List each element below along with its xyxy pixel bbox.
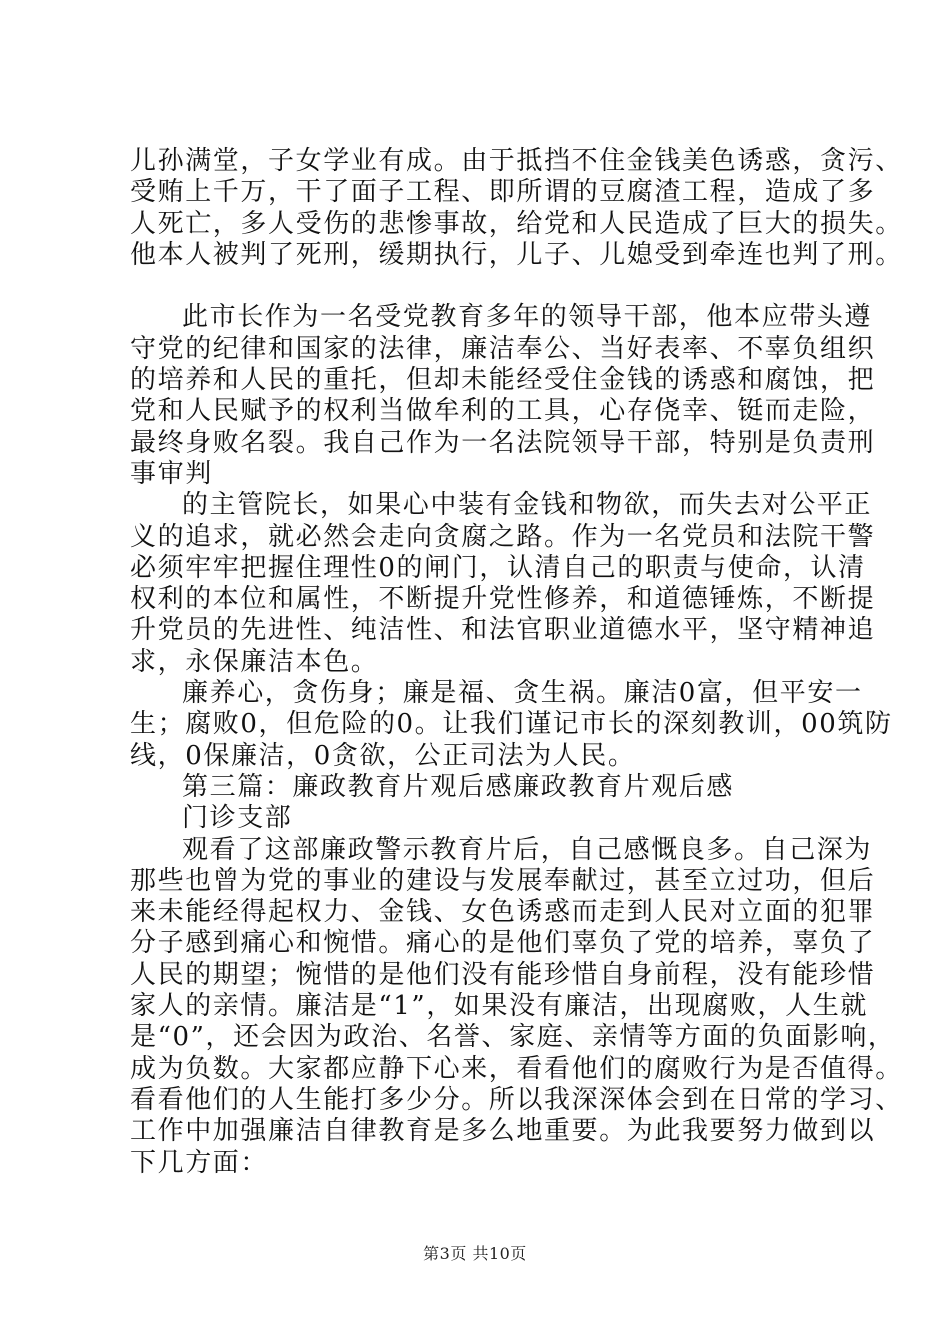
text-line: 受贿上千万，干了面子工程、即所谓的豆腐渣工程，造成了多 <box>130 177 876 208</box>
paragraph-integrity-motto <box>130 678 893 772</box>
document-body <box>130 146 903 1179</box>
text-line: 的主管院长，如果心中装有金钱和物欲，而失去对公平正 <box>182 490 873 521</box>
text-line: 的培养和人民的重托，但却未能经受住金钱的诱惑和腐蚀，把 <box>130 365 876 396</box>
text-line: 是“0”，还会因为政治、名誉、家庭、亲情等方面的负面影响， <box>130 1022 896 1053</box>
text-line: 儿孙满堂，子女学业有成。由于抵挡不住金钱美色诱惑，贪污、 <box>130 146 903 176</box>
text-line: 看看他们的人生能打多少分。所以我深深体会到在日常的学习、 <box>130 1084 903 1115</box>
text-line: 权利的本位和属性，不断提升党性修养，和道德锤炼，不断提 <box>130 584 876 615</box>
paragraph-mayor-reflection <box>130 302 876 490</box>
text-line: 此市长作为一名受党教育多年的领导干部，他本应带头遵 <box>182 302 873 333</box>
text-line: 那些也曾为党的事业的建设与发展奉献过，甚至立过功，但后 <box>130 865 876 896</box>
department-label: 门诊支部 <box>182 803 293 834</box>
text-line: 求，永保廉洁本色。 <box>130 646 379 677</box>
text-line: 来未能经得起权力、金钱、女色诱惑而走到人民对立面的犯罪 <box>130 897 876 928</box>
text-line: 成为负数。大家都应静下心来，看看他们的腐败行为是否值得。 <box>130 1053 903 1084</box>
text-line: 分子感到痛心和惋惜。痛心的是他们辜负了党的培养，辜负了 <box>130 928 876 959</box>
text-line: 工作中加强廉洁自律教育是多么地重要。为此我要努力做到以 <box>130 1116 876 1147</box>
text-line: 事审判 <box>130 458 213 489</box>
section-title: 第三篇：廉政教育片观后感廉政教育片观后感 <box>182 771 735 802</box>
paragraph-viewing-reflection <box>130 834 903 1179</box>
page-number-footer: 第3页 共10页 <box>423 1244 527 1263</box>
text-line: 义的追求，就必然会走向贪腐之路。作为一名党员和法院干警 <box>130 521 876 552</box>
text-line: 下几方面： <box>130 1147 269 1178</box>
text-line: 线，0保廉洁，0贪欲，公正司法为人民。 <box>130 740 636 771</box>
text-line: 他本人被判了死刑，缓期执行，儿子、儿媳受到牵连也判了刑。 <box>130 239 903 270</box>
text-line: 观看了这部廉政警示教育片后，自己感慨良多。自己深为 <box>182 834 873 865</box>
text-line: 必须牢牢把握住理性0的闸门，认清自己的职责与使命，认清 <box>130 552 866 583</box>
text-line: 人死亡，多人受伤的悲惨事故，给党和人民造成了巨大的损失。 <box>130 208 903 239</box>
text-line: 廉养心，贪伤身；廉是福、贪生祸。廉洁0富，但平安一 <box>182 678 863 709</box>
text-line: 人民的期望；惋惜的是他们没有能珍惜自身前程，没有能珍惜 <box>130 959 876 990</box>
text-line: 生；腐败0，但危险的0。让我们谨记市长的深刻教训，00筑防 <box>130 709 893 740</box>
paragraph-gap <box>130 271 850 302</box>
text-line: 党和人民赋予的权利当做牟利的工具，心存侥幸、铤而走险， <box>130 396 876 427</box>
text-line: 守党的纪律和国家的法律，廉洁奉公、当好表率、不辜负组织 <box>130 333 876 364</box>
text-line: 最终身败名裂。我自己作为一名法院领导干部，特别是负责刑 <box>130 427 876 458</box>
paragraph-court-leader <box>130 490 876 678</box>
text-line: 家人的亲情。廉洁是“1”，如果没有廉洁，出现腐败，人生就 <box>130 991 868 1022</box>
paragraph-case-summary <box>130 146 903 271</box>
text-line: 升党员的先进性、纯洁性、和法官职业道德水平，坚守精神追 <box>130 615 876 646</box>
